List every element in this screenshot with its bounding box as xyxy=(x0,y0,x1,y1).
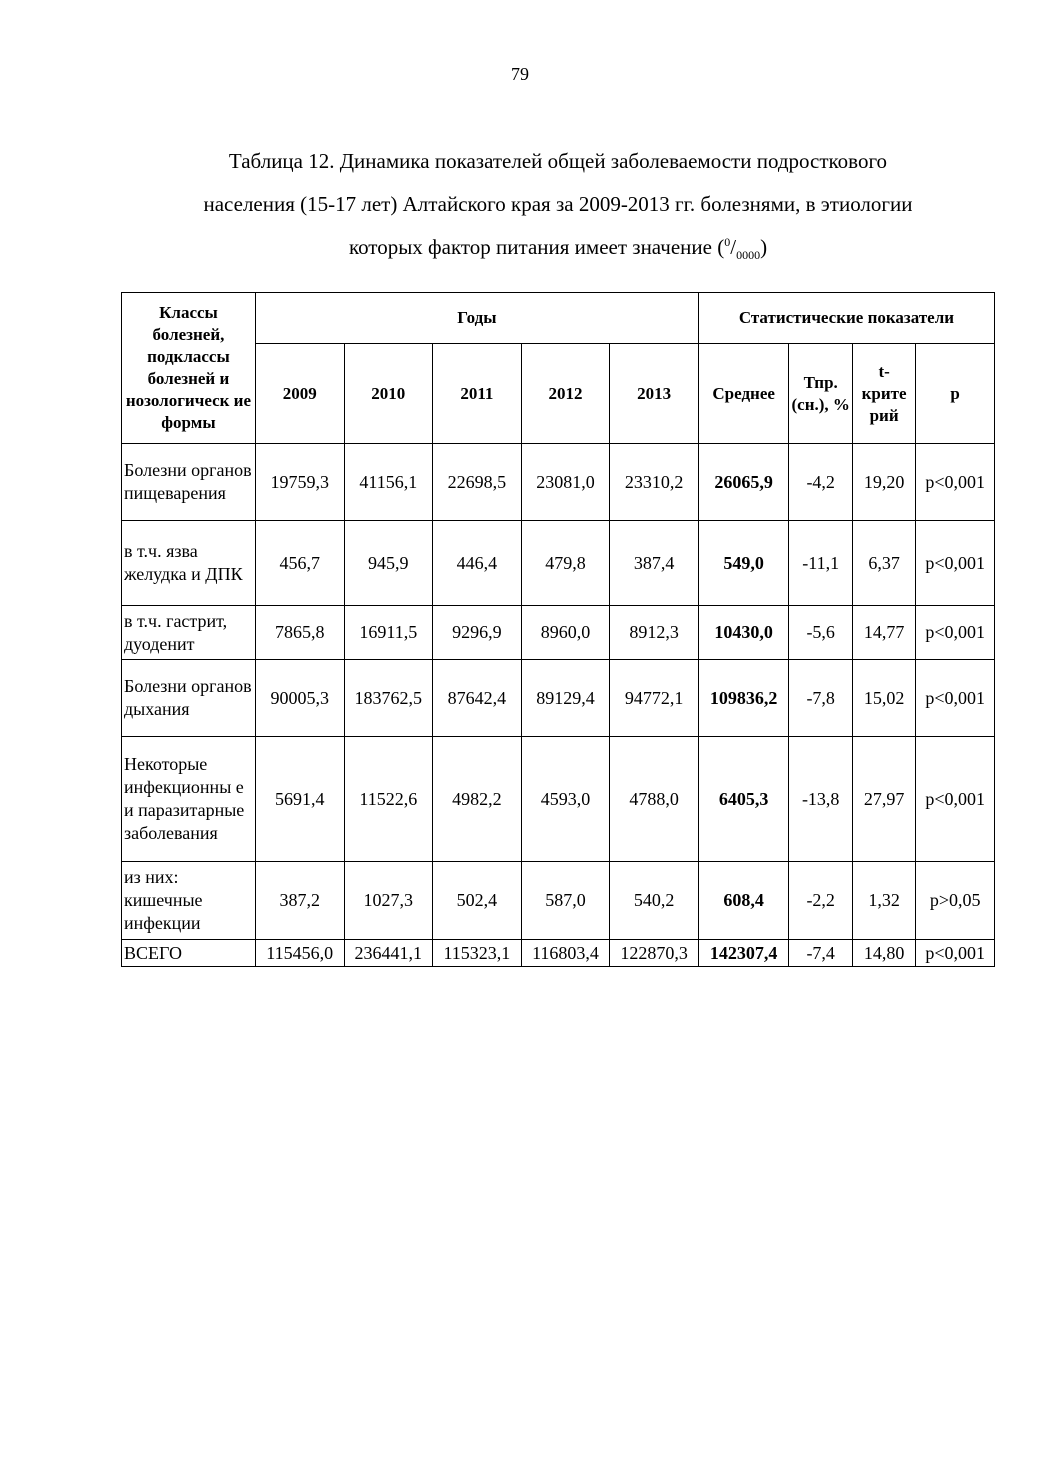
cell-tpr: -2,2 xyxy=(789,862,852,940)
row-name: в т.ч. язва желудка и ДПК xyxy=(122,521,256,606)
cell-p: р<0,001 xyxy=(916,444,995,521)
cell-value: 502,4 xyxy=(433,862,522,940)
caption-line-3-text: которых фактор питания имеет значение ( xyxy=(348,235,725,259)
row-name: из них: кишечные инфекции xyxy=(122,862,256,940)
cell-value: 479,8 xyxy=(521,521,610,606)
cell-value: 94772,1 xyxy=(610,660,699,737)
cell-tpr: -7,4 xyxy=(789,940,852,967)
morbidity-table xyxy=(121,292,995,967)
cell-value: 5691,4 xyxy=(255,737,344,862)
cell-value: 7865,8 xyxy=(255,606,344,660)
table-row xyxy=(122,444,995,521)
cell-t: 27,97 xyxy=(852,737,915,862)
cell-mean: 549,0 xyxy=(698,521,789,606)
cell-p: р>0,05 xyxy=(916,862,995,940)
caption-unit-sub: 0000 xyxy=(736,248,761,263)
table-caption xyxy=(120,140,996,269)
header-disease-class: Классы болезней, подклассы болезней и нозологическ ие формы xyxy=(122,293,256,444)
row-name: ВСЕГО xyxy=(122,940,256,967)
caption-unit-slash: / xyxy=(730,235,737,259)
cell-mean: 6405,3 xyxy=(698,737,789,862)
cell-t: 6,37 xyxy=(852,521,915,606)
caption-line-2: населения (15-17 лет) Алтайского края за 2009-2013 гг. болезнями, в этиологии xyxy=(203,192,913,216)
row-name: Болезни органов пищеварения xyxy=(122,444,256,521)
table-row xyxy=(122,521,995,606)
cell-p: р<0,001 xyxy=(916,737,995,862)
cell-t: 14,80 xyxy=(852,940,915,967)
cell-value: 19759,3 xyxy=(255,444,344,521)
cell-value: 4593,0 xyxy=(521,737,610,862)
cell-t: 15,02 xyxy=(852,660,915,737)
table-row xyxy=(122,862,995,940)
caption-close: ) xyxy=(760,235,768,259)
cell-value: 116803,4 xyxy=(521,940,610,967)
cell-value: 115456,0 xyxy=(255,940,344,967)
header-years-group: Годы xyxy=(255,293,698,344)
cell-value: 1027,3 xyxy=(344,862,433,940)
cell-t: 1,32 xyxy=(852,862,915,940)
cell-p: р<0,001 xyxy=(916,940,995,967)
header-stats-group: Статистические показатели xyxy=(698,293,994,344)
row-name: Болезни органов дыхания xyxy=(122,660,256,737)
table-row xyxy=(122,737,995,862)
cell-value: 87642,4 xyxy=(433,660,522,737)
cell-t: 19,20 xyxy=(852,444,915,521)
cell-value: 23310,2 xyxy=(610,444,699,521)
cell-tpr: -5,6 xyxy=(789,606,852,660)
table-row-total xyxy=(122,940,995,967)
table-row xyxy=(122,606,995,660)
cell-value: 587,0 xyxy=(521,862,610,940)
cell-value: 387,2 xyxy=(255,862,344,940)
cell-value: 236441,1 xyxy=(344,940,433,967)
cell-value: 89129,4 xyxy=(521,660,610,737)
header-t-criterion: t- крите рий xyxy=(852,344,915,444)
cell-value: 90005,3 xyxy=(255,660,344,737)
cell-tpr: -7,8 xyxy=(789,660,852,737)
page-number: 79 xyxy=(511,64,529,84)
caption-unit-sup: 0 xyxy=(724,235,731,249)
cell-value: 387,4 xyxy=(610,521,699,606)
cell-value: 115323,1 xyxy=(433,940,522,967)
cell-value: 8912,3 xyxy=(610,606,699,660)
cell-value: 456,7 xyxy=(255,521,344,606)
cell-mean: 26065,9 xyxy=(698,444,789,521)
row-name: в т.ч. гастрит, дуоденит xyxy=(122,606,256,660)
cell-mean: 608,4 xyxy=(698,862,789,940)
cell-value: 22698,5 xyxy=(433,444,522,521)
caption-line-1: Таблица 12. Динамика показателей общей заболеваемости подросткового xyxy=(228,149,888,173)
cell-value: 23081,0 xyxy=(521,444,610,521)
cell-value: 183762,5 xyxy=(344,660,433,737)
cell-value: 11522,6 xyxy=(344,737,433,862)
cell-value: 540,2 xyxy=(610,862,699,940)
header-tpr: Тпр. (сн.), % xyxy=(789,344,852,444)
cell-tpr: -13,8 xyxy=(789,737,852,862)
cell-tpr: -11,1 xyxy=(789,521,852,606)
row-name: Некоторые инфекционны е и паразитарные заболевания xyxy=(122,737,256,862)
header-mean: Среднее xyxy=(698,344,789,444)
header-year: 2011 xyxy=(433,344,522,444)
header-year: 2009 xyxy=(255,344,344,444)
cell-value: 122870,3 xyxy=(610,940,699,967)
cell-mean: 109836,2 xyxy=(698,660,789,737)
cell-p: р<0,001 xyxy=(916,606,995,660)
caption-line-3 xyxy=(120,226,996,269)
cell-p: р<0,001 xyxy=(916,660,995,737)
cell-value: 4788,0 xyxy=(610,737,699,862)
cell-value: 16911,5 xyxy=(344,606,433,660)
cell-value: 446,4 xyxy=(433,521,522,606)
cell-tpr: -4,2 xyxy=(789,444,852,521)
cell-value: 9296,9 xyxy=(433,606,522,660)
header-year: 2010 xyxy=(344,344,433,444)
cell-value: 945,9 xyxy=(344,521,433,606)
header-p: р xyxy=(916,344,995,444)
cell-mean: 10430,0 xyxy=(698,606,789,660)
header-year: 2013 xyxy=(610,344,699,444)
cell-value: 4982,2 xyxy=(433,737,522,862)
cell-t: 14,77 xyxy=(852,606,915,660)
cell-mean: 142307,4 xyxy=(698,940,789,967)
cell-p: р<0,001 xyxy=(916,521,995,606)
cell-value: 8960,0 xyxy=(521,606,610,660)
table-row xyxy=(122,660,995,737)
cell-value: 41156,1 xyxy=(344,444,433,521)
header-year: 2012 xyxy=(521,344,610,444)
